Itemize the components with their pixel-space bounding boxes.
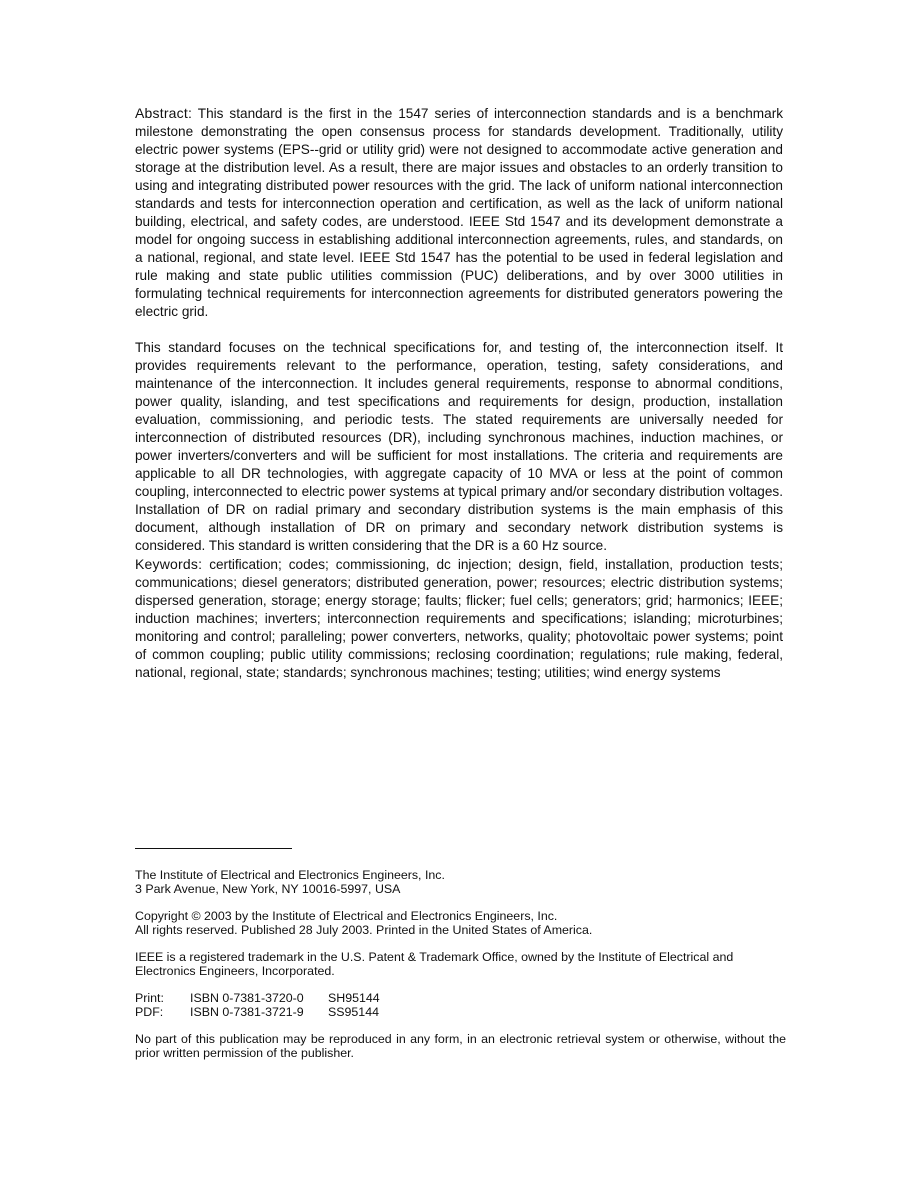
abstract-label: Abstract: [135,105,193,121]
abstract-paragraph-2: This standard focuses on the technical specifications for, and testing of, the interconnection itself. It provides requirements relevant to the performance, operation, testing, safety considerations, and maintenance of the interconnection. It includes general requirements, response to abnormal conditions, power quality, islanding, and test specifications and requirements for design, production, installation evaluation, commissioning, and periodic tests. The stated requirements are universally needed for interconnection of distributed resources (DR), including synchronous machines, induction machines, or power inverters/converters and will be sufficient for most installations. The criteria and requirements are applicable to all DR technologies, with aggregate capacity of 10 MVA or less at the point of common coupling, interconnected to electric power systems at typical primary and/or secondary distribution voltages. Installation of DR on radial primary and secondary distribution systems is the main emphasis of this document, although installation of DR on primary and secondary network distribution systems is considered. This standard is written considering that the DR is a 60 Hz source. [135,340,783,553]
copyright-line: Copyright © 2003 by the Institute of Electrical and Electronics Engineers, Inc. [135,909,558,923]
footnote-divider [135,848,292,849]
copyright-notice [135,910,786,937]
isbn-code: SH95144 [328,991,380,1005]
keywords-text: certification; codes; commissioning, dc injection; design, field, installation, production tests; communications; diesel generators; distributed generation, power; resources; electric distribution systems; dispersed generation, storage; energy storage; faults; flicker; fuel cells; generators; grid; harmonics; IEEE; induction machines; inverters; interconnection requirements and specifications; islanding; microturbines; monitoring and control; paralleling; power converters, networks, quality; photovoltaic power systems; point of common coupling; public utility commissions; reclosing coordination; regulations; rule making, federal, national, regional, state; standards; synchronous machines; testing; utilities; wind energy systems [135,557,784,680]
publisher-address [135,869,786,896]
isbn-format: PDF: [135,1004,164,1019]
keywords-paragraph [135,555,783,682]
keywords-label: Keywords: [135,556,203,572]
rights-notice-text: No part of this publication may be reproduced in any form, in an electronic retrieval system or otherwise, without the prior written permission of the publisher. [135,1032,786,1060]
publisher-address-line: 3 Park Avenue, New York, NY 10016-5997, USA [135,881,401,896]
isbn-number: ISBN 0-7381-3721-9 [190,1004,304,1019]
isbn-number: ISBN 0-7381-3720-0 [190,991,304,1005]
rights-reserved-line: All rights reserved. Published 28 July 2003. Printed in the United States of America. [135,922,593,937]
publisher-name: The Institute of Electrical and Electronics Engineers, Inc. [135,868,445,882]
isbn-code: SS95144 [328,1004,379,1019]
reproduction-notice [135,1033,786,1060]
isbn-row-print [135,992,786,1006]
isbn-row-pdf [135,1006,786,1020]
abstract-paragraph [135,104,783,321]
isbn-table [135,992,786,1019]
main-content [135,104,783,682]
abstract-text: This standard is the first in the 1547 series of interconnection standards and is a benchmark milestone demonstrating the open consensus process for standards development. Traditionally, utility electric power systems (EPS--grid or utility grid) were not designed to accommodate active generation and storage at the distribution level. As a result, there are major issues and obstacles to an orderly transition to using and integrating distributed power resources with the grid. The lack of uniform national interconnection standards and tests for interconnection operation and certification, as well as the lack of uniform national building, electrical, and safety codes, are understood. IEEE Std 1547 and its development demonstrate a model for ongoing success in establishing additional interconnection agreements, rules, and standards, on a national, regional, and state level. IEEE Std 1547 has the potential to be used in federal legislation and rule making and state public utilities commission (PUC) deliberations, and by over 3000 utilities in formulating technical requirements for interconnection agreements for distributed generators powering the electric grid. [135,106,784,319]
trademark-notice [135,951,786,978]
publication-footer [135,869,786,1074]
isbn-format: Print: [135,991,164,1005]
trademark-text: IEEE is a registered trademark in the U.S. Patent & Trademark Office, owned by the Institute of Electrical and Electronics Engineers, Incorporated. [135,950,734,978]
